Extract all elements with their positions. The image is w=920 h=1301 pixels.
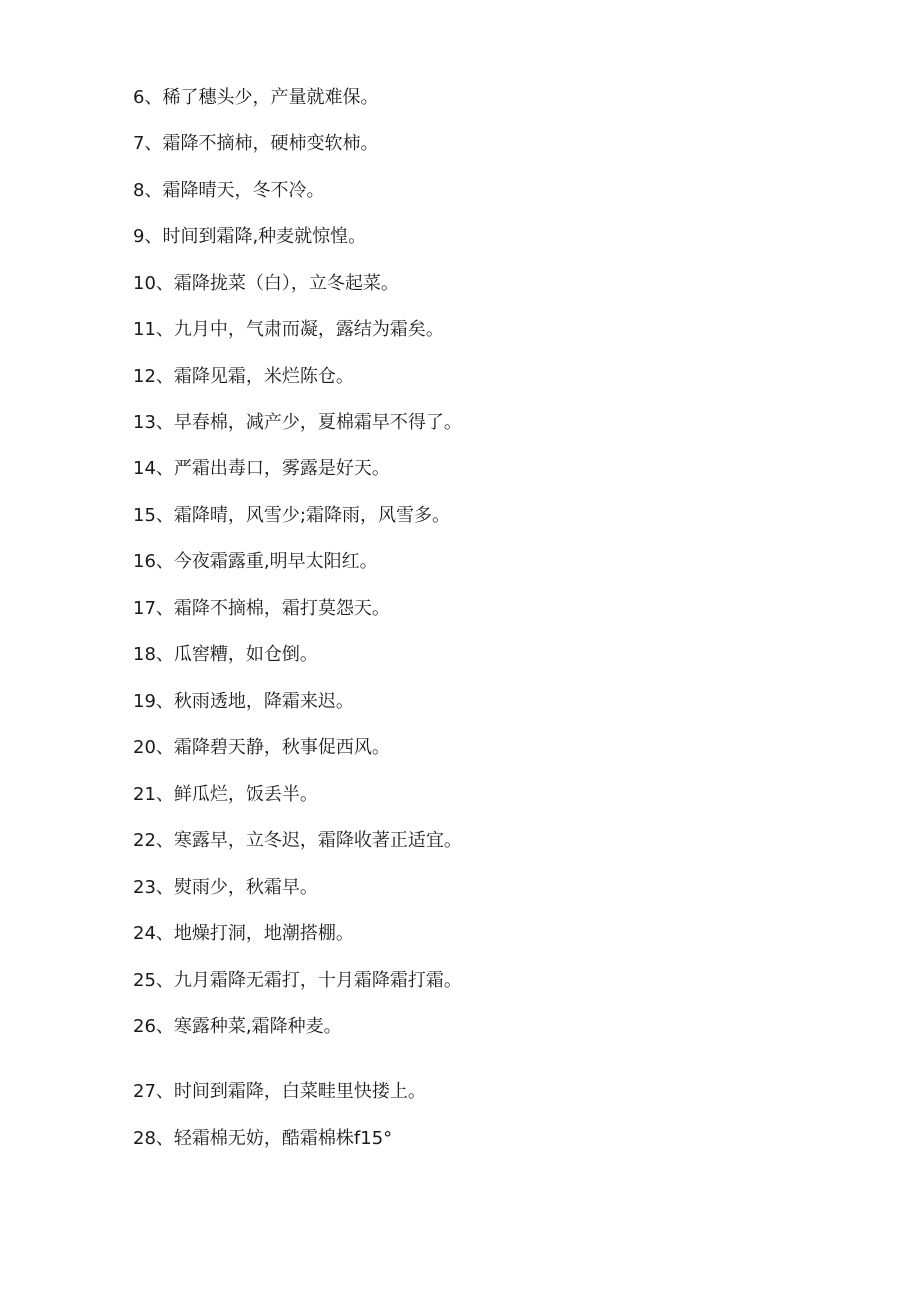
proverb-line: 15、霜降晴，风雪少;霜降雨，风雪多。 xyxy=(133,505,450,526)
proverb-line: 20、霜降碧天静，秋事促西风。 xyxy=(133,737,390,758)
proverb-line: 13、早春棉，减产少，夏棉霜早不得了。 xyxy=(133,412,462,433)
proverb-line: 12、霜降见霜，米烂陈仓。 xyxy=(133,366,354,387)
proverb-line: 8、霜降晴天，冬不冷。 xyxy=(133,180,325,201)
proverb-line: 11、九月中，气肃而凝，露结为霜矣。 xyxy=(133,319,444,340)
proverb-line: 7、霜降不摘柿，硬柿变软柿。 xyxy=(133,133,379,154)
proverb-line: 6、稀了穗头少，产量就难保。 xyxy=(133,87,379,108)
proverb-line: 17、霜降不摘棉，霜打莫怨天。 xyxy=(133,598,390,619)
proverb-line: 21、鲜瓜烂，饭丢半。 xyxy=(133,784,318,805)
proverb-line: 16、今夜霜露重,明早太阳红。 xyxy=(133,551,378,572)
proverb-line: 9、时间到霜降,种麦就惊惶。 xyxy=(133,226,367,247)
proverb-line: 25、九月霜降无霜打，十月霜降霜打霜。 xyxy=(133,970,462,991)
proverb-line: 18、瓜窖糟，如仓倒。 xyxy=(133,644,318,665)
proverb-line: 24、地燥打洞，地潮搭棚。 xyxy=(133,923,354,944)
proverb-line: 27、时间到霜降，白菜畦里快搂上。 xyxy=(133,1081,426,1102)
proverb-line: 14、严霜出毒口，雾露是好天。 xyxy=(133,458,390,479)
proverb-line: 28、轻霜棉无妨，酷霜棉株f15° xyxy=(133,1128,393,1149)
proverb-line: 23、熨雨少，秋霜早。 xyxy=(133,877,318,898)
proverb-line: 26、寒露种菜,霜降种麦。 xyxy=(133,1016,342,1037)
proverb-line: 10、霜降拢菜（白），立冬起菜。 xyxy=(133,273,399,294)
proverb-line: 22、寒露早，立冬迟，霜降收著正适宜。 xyxy=(133,830,462,851)
proverb-line: 19、秋雨透地，降霜来迟。 xyxy=(133,691,354,712)
